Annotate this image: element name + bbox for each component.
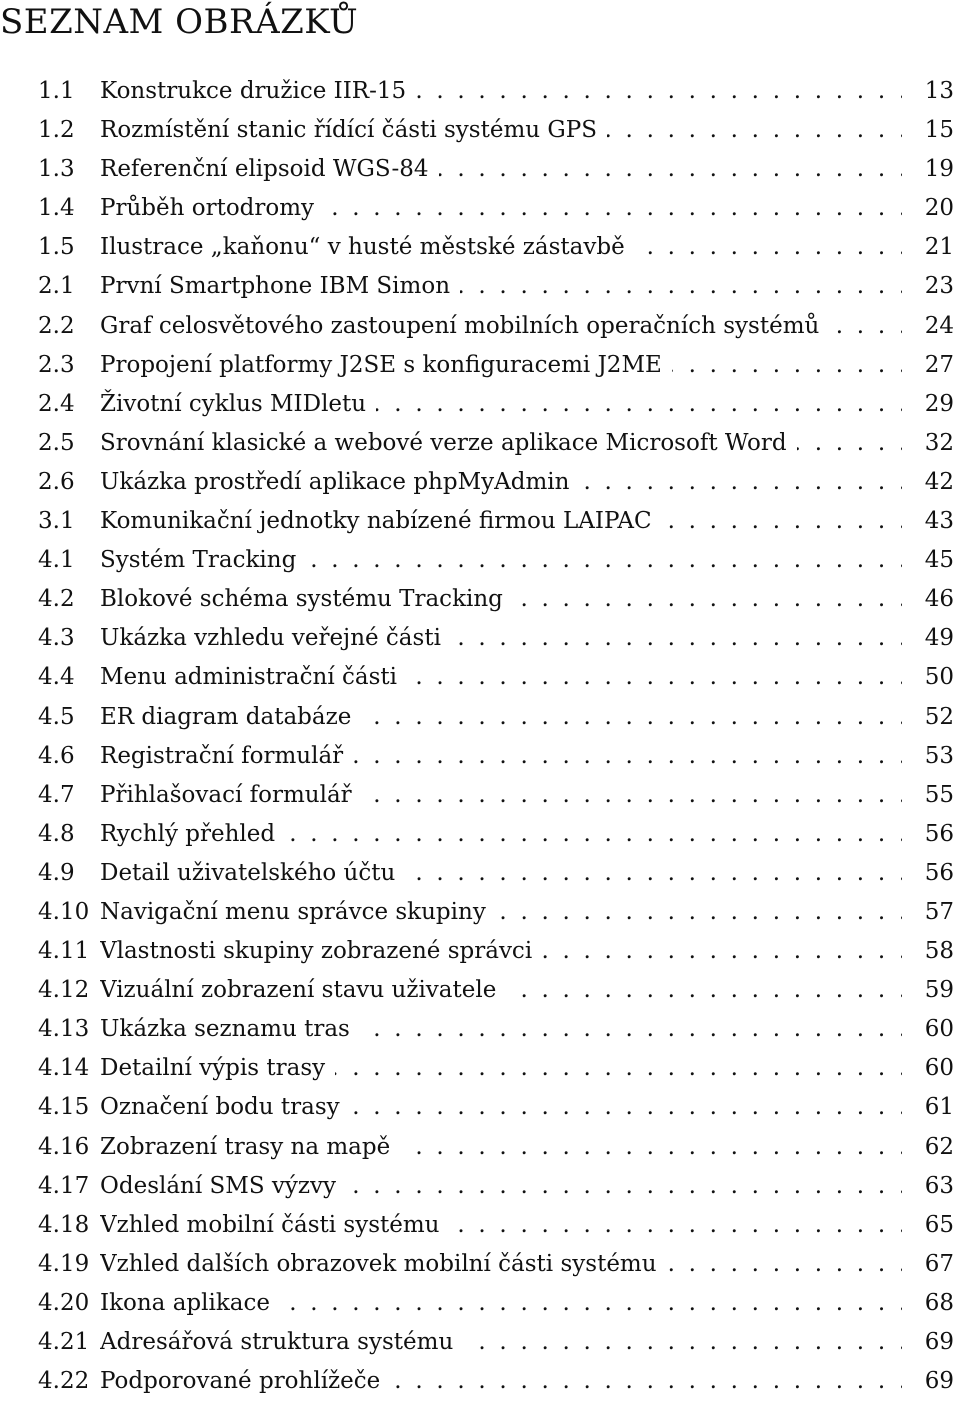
figure-title: ER diagram databáze bbox=[100, 704, 361, 730]
figure-entry[interactable] bbox=[38, 932, 958, 971]
page-number: 23 bbox=[915, 267, 954, 306]
figure-title: Ukázka prostředí aplikace phpMyAdmin bbox=[100, 469, 579, 495]
page-number: 27 bbox=[915, 346, 954, 385]
figure-title: Ukázka seznamu tras bbox=[100, 1016, 360, 1042]
figure-number: 1.5 bbox=[38, 234, 75, 261]
figure-number: 4.20 bbox=[38, 1289, 90, 1316]
figure-title-line bbox=[100, 1245, 958, 1284]
page-number: 19 bbox=[915, 150, 954, 189]
figure-title: Konstrukce družice IIR-15 bbox=[100, 78, 416, 104]
figure-title: Ilustrace „kaňonu“ v husté městské zástavbě bbox=[100, 234, 635, 260]
figure-title-line bbox=[100, 776, 958, 815]
figure-title-line bbox=[100, 111, 958, 150]
figure-title: Označení bodu trasy bbox=[100, 1094, 350, 1120]
page-number: 69 bbox=[915, 1323, 954, 1362]
page-number: 59 bbox=[915, 971, 954, 1010]
figure-title: Vlastnosti skupiny zobrazené správci bbox=[100, 938, 542, 964]
page-number: 60 bbox=[915, 1010, 954, 1049]
figure-entry[interactable] bbox=[38, 698, 958, 737]
figure-title: Systém Tracking bbox=[100, 547, 306, 573]
figure-entry[interactable] bbox=[38, 1128, 958, 1167]
figure-number: 4.4 bbox=[38, 664, 75, 691]
figure-title-line bbox=[100, 424, 958, 463]
figure-title-line bbox=[100, 267, 958, 306]
figure-number: 1.4 bbox=[38, 195, 75, 222]
figure-title-line bbox=[100, 1128, 958, 1167]
figure-number: 1.2 bbox=[38, 117, 75, 144]
figure-number: 4.19 bbox=[38, 1250, 90, 1277]
page-number: 24 bbox=[915, 307, 954, 346]
figure-number: 4.14 bbox=[38, 1055, 90, 1082]
figure-title: Podporované prohlížeče bbox=[100, 1368, 390, 1394]
figure-title-line bbox=[100, 502, 958, 541]
figure-entry[interactable] bbox=[38, 619, 958, 658]
figure-title-line bbox=[100, 815, 958, 854]
page-number: 15 bbox=[915, 111, 954, 150]
figure-entry[interactable] bbox=[38, 385, 958, 424]
figure-entry[interactable] bbox=[38, 1010, 958, 1049]
figure-entry[interactable] bbox=[38, 971, 958, 1010]
figure-title: Komunikační jednotky nabízené firmou LAIPAC bbox=[100, 508, 662, 534]
figure-title-line bbox=[100, 698, 958, 737]
figure-entry[interactable] bbox=[38, 1362, 958, 1401]
figure-number: 1.1 bbox=[38, 78, 75, 104]
figure-number: 4.1 bbox=[38, 547, 75, 574]
figure-title-line bbox=[100, 1088, 958, 1127]
figure-entry[interactable] bbox=[38, 267, 958, 306]
page-number: 50 bbox=[915, 658, 954, 697]
figure-title-line bbox=[100, 1323, 958, 1362]
figure-entry[interactable] bbox=[38, 189, 958, 228]
figure-title-line bbox=[100, 189, 958, 228]
figure-entry[interactable] bbox=[38, 1245, 958, 1284]
page-number: 56 bbox=[915, 854, 954, 893]
figure-title-line bbox=[100, 854, 958, 893]
figure-entry[interactable] bbox=[38, 1284, 958, 1323]
figure-entry[interactable] bbox=[38, 1323, 958, 1362]
figure-title: Navigační menu správce skupiny bbox=[100, 899, 496, 925]
figure-title-line bbox=[100, 150, 958, 189]
figure-number: 2.3 bbox=[38, 351, 75, 378]
figure-title-line bbox=[100, 228, 958, 267]
page-number: 13 bbox=[915, 72, 954, 111]
figure-title: Ikona aplikace bbox=[100, 1290, 280, 1316]
figure-number: 4.3 bbox=[38, 625, 75, 652]
figure-title: Průběh ortodromy bbox=[100, 195, 324, 221]
page-number: 69 bbox=[915, 1362, 954, 1401]
page-number: 60 bbox=[915, 1049, 954, 1088]
figure-title-line bbox=[100, 971, 958, 1010]
figure-title: Graf celosvětového zastoupení mobilních operačních systémů bbox=[100, 313, 829, 339]
figure-number: 4.8 bbox=[38, 820, 75, 847]
figure-title-line bbox=[100, 541, 958, 580]
page-number: 57 bbox=[915, 893, 954, 932]
figure-title: Odeslání SMS výzvy bbox=[100, 1173, 346, 1199]
figure-number: 4.22 bbox=[38, 1368, 90, 1395]
figure-title-line bbox=[100, 658, 958, 697]
figure-number: 4.5 bbox=[38, 703, 75, 730]
figure-title: Registrační formulář bbox=[100, 743, 353, 769]
figure-title: Propojení platformy J2SE s konfiguracemi J2ME bbox=[100, 352, 672, 378]
figure-number: 4.9 bbox=[38, 859, 75, 886]
page-number: 58 bbox=[915, 932, 954, 971]
figure-title: Detail uživatelského účtu bbox=[100, 860, 405, 886]
page-number: 49 bbox=[915, 619, 954, 658]
figure-entry[interactable] bbox=[38, 1049, 958, 1088]
page-number: 29 bbox=[915, 385, 954, 424]
figure-entry[interactable] bbox=[38, 580, 958, 619]
figure-title-line bbox=[100, 72, 958, 111]
page-number: 32 bbox=[915, 424, 954, 463]
page-number: 46 bbox=[915, 580, 954, 619]
figure-number: 4.18 bbox=[38, 1211, 90, 1238]
figure-title: Zobrazení trasy na mapě bbox=[100, 1134, 400, 1160]
figure-number: 4.6 bbox=[38, 742, 75, 769]
page-title: SEZNAM OBRÁZKŮ bbox=[0, 2, 359, 42]
page-number: 65 bbox=[915, 1206, 954, 1245]
figure-title-line bbox=[100, 737, 958, 776]
figure-number: 2.6 bbox=[38, 468, 75, 495]
figure-entry[interactable] bbox=[38, 463, 958, 502]
figure-title-line bbox=[100, 463, 958, 502]
figure-title: První Smartphone IBM Simon bbox=[100, 273, 460, 299]
figure-title-line bbox=[100, 893, 958, 932]
page-number: 42 bbox=[915, 463, 954, 502]
figure-entry[interactable] bbox=[38, 424, 958, 463]
figure-title-line bbox=[100, 1206, 958, 1245]
figure-entry[interactable] bbox=[38, 737, 958, 776]
page-number: 61 bbox=[915, 1088, 954, 1127]
figure-title: Rozmístění stanic řídící části systému GPS bbox=[100, 117, 607, 143]
page-number: 43 bbox=[915, 502, 954, 541]
figure-title-line bbox=[100, 385, 958, 424]
figure-title: Blokové schéma systému Tracking bbox=[100, 586, 513, 612]
figure-number: 2.4 bbox=[38, 390, 75, 417]
figure-number: 4.11 bbox=[38, 938, 90, 965]
figure-title: Menu administrační části bbox=[100, 664, 407, 690]
page-number: 53 bbox=[915, 737, 954, 776]
figure-title: Vzhled mobilní části systému bbox=[100, 1212, 450, 1238]
figure-entry[interactable] bbox=[38, 1167, 958, 1206]
figure-number: 4.2 bbox=[38, 586, 75, 613]
figure-number: 4.21 bbox=[38, 1329, 90, 1355]
figure-number: 2.2 bbox=[38, 312, 75, 339]
figure-title-line bbox=[100, 307, 958, 346]
figure-title: Vizuální zobrazení stavu uživatele bbox=[100, 977, 506, 1003]
figure-number: 4.13 bbox=[38, 1016, 90, 1043]
figure-number: 2.5 bbox=[38, 429, 75, 456]
figure-title: Vzhled dalších obrazovek mobilní části systému bbox=[100, 1251, 667, 1277]
figure-entry[interactable] bbox=[38, 1206, 958, 1245]
figure-title-line bbox=[100, 932, 958, 971]
figure-title-line bbox=[100, 1049, 958, 1088]
figure-number: 4.10 bbox=[38, 898, 90, 925]
figure-number: 4.7 bbox=[38, 781, 75, 808]
figure-entry[interactable] bbox=[38, 111, 958, 150]
figure-entry[interactable] bbox=[38, 502, 958, 541]
page-number: 67 bbox=[915, 1245, 954, 1284]
figure-number: 4.15 bbox=[38, 1094, 90, 1121]
figure-title-line bbox=[100, 1284, 958, 1323]
figure-number: 1.3 bbox=[38, 156, 75, 183]
figure-entry[interactable] bbox=[38, 1088, 958, 1127]
figure-title-line bbox=[100, 1010, 958, 1049]
page-number: 52 bbox=[915, 698, 954, 737]
figure-entry[interactable] bbox=[38, 346, 958, 385]
figure-number: 2.1 bbox=[38, 273, 75, 300]
figure-title: Referenční elipsoid WGS-84 bbox=[100, 156, 439, 182]
figure-title: Rychlý přehled bbox=[100, 821, 285, 847]
page-number: 20 bbox=[915, 189, 954, 228]
figure-number: 4.12 bbox=[38, 977, 90, 1004]
page-number: 45 bbox=[915, 541, 954, 580]
figure-title: Detailní výpis trasy bbox=[100, 1055, 335, 1081]
figure-entry[interactable] bbox=[38, 776, 958, 815]
figure-entry[interactable] bbox=[38, 307, 958, 346]
figure-title: Ukázka vzhledu veřejné části bbox=[100, 625, 451, 651]
page-number: 21 bbox=[915, 228, 954, 267]
figure-title-line bbox=[100, 346, 958, 385]
figure-entry[interactable] bbox=[38, 815, 958, 854]
figure-number: 3.1 bbox=[38, 508, 75, 535]
figure-title-line bbox=[100, 1362, 958, 1401]
figure-entry[interactable] bbox=[38, 228, 958, 267]
figure-entry[interactable] bbox=[38, 72, 958, 111]
figure-title-line bbox=[100, 580, 958, 619]
figure-number: 4.16 bbox=[38, 1133, 90, 1160]
figure-title-line bbox=[100, 619, 958, 658]
page-number: 68 bbox=[915, 1284, 954, 1323]
page-number: 63 bbox=[915, 1167, 954, 1206]
figure-entry[interactable] bbox=[38, 150, 958, 189]
figure-title: Adresářová struktura systému bbox=[100, 1329, 463, 1355]
figure-entry[interactable] bbox=[38, 893, 958, 932]
figure-title: Přihlašovací formulář bbox=[100, 782, 362, 808]
figure-entry[interactable] bbox=[38, 854, 958, 893]
list-of-figures bbox=[38, 72, 958, 1401]
page-number: 56 bbox=[915, 815, 954, 854]
figure-entry[interactable] bbox=[38, 541, 958, 580]
page-number: 55 bbox=[915, 776, 954, 815]
figure-number: 4.17 bbox=[38, 1172, 90, 1199]
figure-entry[interactable] bbox=[38, 658, 958, 697]
figure-title: Srovnání klasické a webové verze aplikace Microsoft Word bbox=[100, 430, 797, 456]
page-number: 62 bbox=[915, 1128, 954, 1167]
figure-title-line bbox=[100, 1167, 958, 1206]
figure-title: Životní cyklus MIDletu bbox=[100, 391, 376, 417]
